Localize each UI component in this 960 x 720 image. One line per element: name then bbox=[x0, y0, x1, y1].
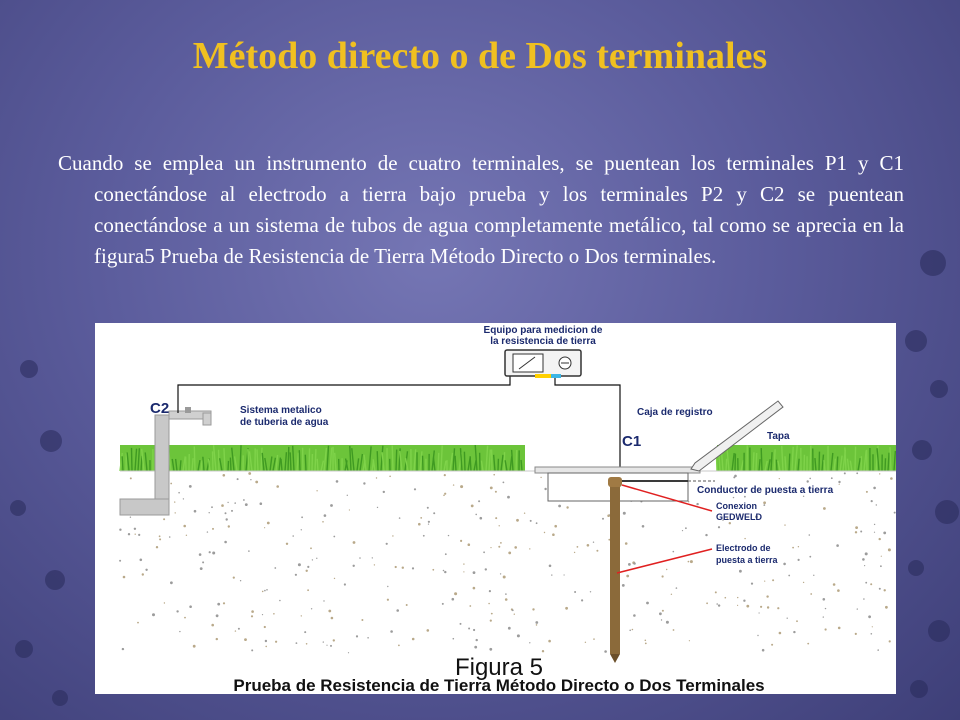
meter-label-line-2: la resistencia de tierra bbox=[490, 336, 596, 347]
pipe-system-label-line-2: de tuberia de agua bbox=[240, 417, 329, 428]
electrode-label-line-2: puesta a tierra bbox=[716, 555, 778, 565]
background-bubble bbox=[40, 430, 62, 452]
meter-label-line-1: Equipo para medicion de bbox=[483, 325, 603, 336]
background-bubble bbox=[930, 380, 948, 398]
pipe-system-label-line-1: Sistema metalico bbox=[240, 405, 322, 416]
electrode-label-line-1: Electrodo de bbox=[716, 543, 771, 553]
background-bubble bbox=[928, 620, 950, 642]
slide-body-text: Cuando se emplea un instrumento de cuatro terminales, se puentean los terminales P1 y C1 conectándose al electrodo a tierra bajo prueba y los terminales P2 y C2 se puentean conectándose a un sistema de tubos de agua completamente metálico, tal como se aprecia en la figura5 Prueba de Resistencia de Tierra Método Directo o Dos terminales. bbox=[58, 151, 910, 268]
lid-label: Tapa bbox=[767, 431, 790, 442]
background-bubble bbox=[20, 360, 38, 378]
soil-area bbox=[119, 472, 896, 653]
background-bubble bbox=[910, 680, 928, 698]
background-bubble bbox=[52, 690, 68, 706]
grass bbox=[120, 445, 896, 471]
background-bubble bbox=[10, 500, 26, 516]
background-bubble bbox=[912, 440, 932, 460]
background-bubble bbox=[15, 640, 33, 658]
background-bubble bbox=[905, 330, 927, 352]
figure-number: Figura 5 bbox=[454, 654, 544, 681]
diagram-svg bbox=[95, 323, 896, 694]
c1-label: C1 bbox=[622, 433, 642, 450]
box-label: Caja de registro bbox=[637, 407, 713, 418]
c2-label: C2 bbox=[150, 400, 170, 417]
ground-electrode bbox=[608, 477, 622, 663]
background-bubble bbox=[908, 560, 924, 576]
registration-box bbox=[535, 467, 715, 501]
background-bubble bbox=[935, 500, 959, 524]
conductor-label: Conductor de puesta a tierra bbox=[697, 485, 834, 496]
slide-title: Método directo o de Dos terminales bbox=[192, 35, 768, 77]
resistance-meter bbox=[505, 350, 581, 378]
background-bubble bbox=[45, 570, 65, 590]
figure-caption: Prueba de Resistencia de Tierra Método Directo o Dos Terminales bbox=[233, 676, 765, 694]
figure-ground-test-diagram bbox=[95, 323, 896, 694]
connection-label-line-1: Conexion bbox=[716, 501, 758, 511]
background-bubble bbox=[920, 250, 946, 276]
connection-label-line-2: GEDWELD bbox=[716, 512, 762, 522]
